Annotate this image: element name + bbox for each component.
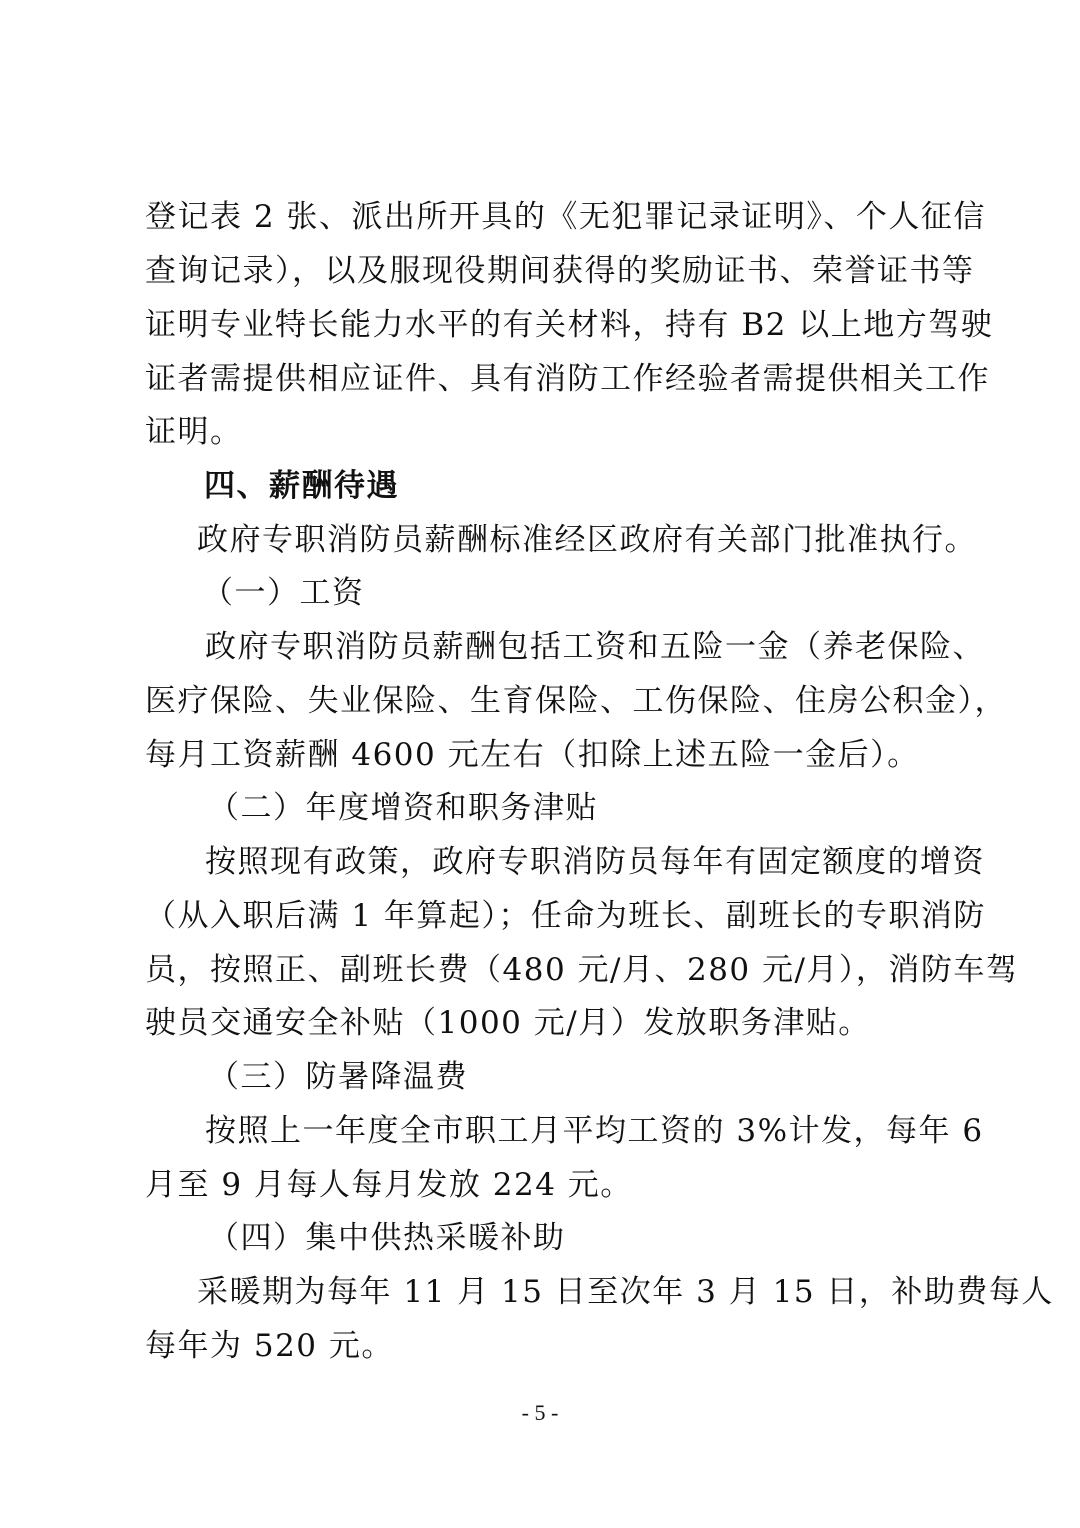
page-number: - 5 - [521,1400,559,1425]
paragraph-line: 每年为 520 元。 [145,1328,394,1364]
paragraph-line: 每月工资薪酬 4600 元左右（扣除上述五险一金后）。 [145,737,920,773]
paragraph-line: 证者需提供相应证件、具有消防工作经验者需提供相关工作 [145,361,990,397]
paragraph-line: （从入职后满 1 年算起）；任命为班长、副班长的专职消防 [145,898,986,934]
paragraph-line: 按照现有政策，政府专职消防员每年有固定额度的增资 [205,844,985,880]
paragraph-line: 驶员交通安全补贴（1000 元/月）发放职务津贴。 [145,1005,871,1041]
paragraph-line: 查询记录），以及服现役期间获得的奖励证书、荣誉证书等 [145,253,975,289]
subsection-heading: （一）工资 [202,575,365,611]
section-heading: 四、薪酬待遇 [204,468,399,504]
paragraph-line: 登记表 2 张、派出所开具的《无犯罪记录证明》、个人征信 [145,199,986,235]
subsection-heading: （四）集中供热采暖补助 [208,1220,566,1256]
paragraph-line: 证明专业特长能力水平的有关材料，持有 B2 以上地方驾驶 [145,307,994,343]
paragraph-line: 政府专职消防员薪酬包括工资和五险一金（养老保险、 [205,629,985,665]
paragraph-line: 按照上一年度全市职工月平均工资的 3%计发，每年 6 [205,1113,984,1149]
paragraph-line: 采暖期为每年 11 月 15 日至次年 3 月 15 日，补助费每人 [197,1274,1054,1310]
paragraph-line: 月至 9 月每人每月发放 224 元。 [145,1167,633,1203]
subsection-heading: （三）防暑降温费 [208,1059,468,1095]
paragraph-line: 证明。 [145,414,243,450]
subsection-heading: （二）年度增资和职务津贴 [208,790,598,826]
paragraph-line: 员，按照正、副班长费（480 元/月、280 元/月），消防车驾 [145,952,1019,988]
paragraph-line: 政府专职消防员薪酬标准经区政府有关部门批准执行。 [197,522,977,558]
paragraph-line: 医疗保险、失业保险、生育保险、工伤保险、住房公积金）， [145,683,1007,719]
